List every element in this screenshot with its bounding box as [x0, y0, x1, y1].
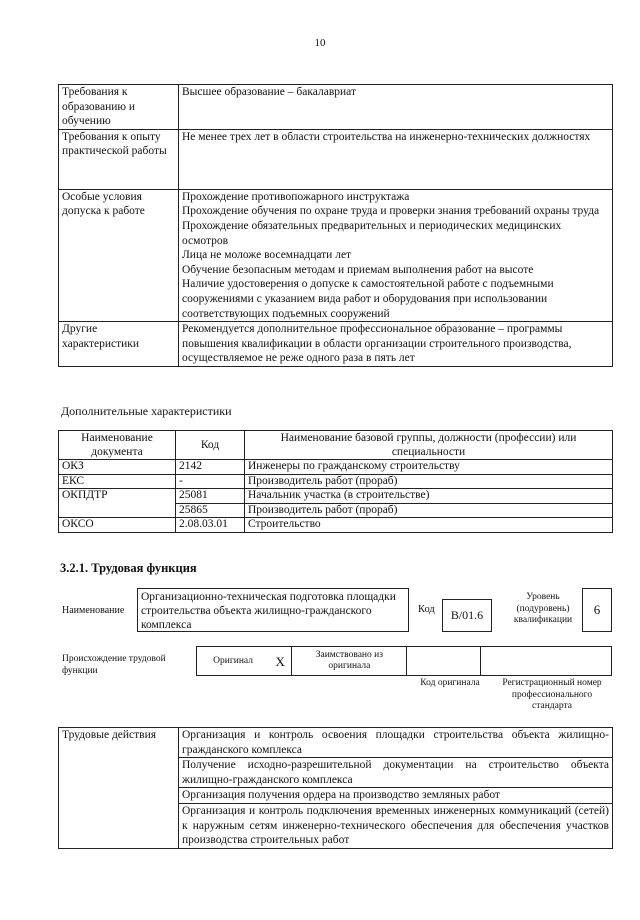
actions-label: Трудовые действия — [59, 728, 179, 849]
origin-row — [197, 647, 612, 676]
value-line: Лица не моложе восемнадцати лет — [182, 249, 352, 262]
table-row — [59, 518, 613, 533]
row-value — [179, 129, 613, 189]
name-cell: Производитель работ (прораб) — [245, 474, 613, 489]
doc-cell: ОКПДТР — [59, 489, 176, 518]
column-header: Наименование документа — [59, 431, 176, 460]
name-cell: Производитель работ (прораб) — [245, 503, 613, 518]
extra-characteristics-title: Дополнительные характеристики — [61, 404, 232, 418]
header-row — [59, 431, 613, 460]
value-line: Рекомендуется дополнительное профессиональное образование – программы повышения квалификации в области организации строительного производства, осуществляемое не реже одного раза в пять лет — [182, 323, 572, 365]
table-row — [59, 728, 613, 758]
code-cell: - — [176, 474, 245, 489]
origin-code-cell — [407, 647, 480, 676]
name-cell: Начальник участка (в строительстве) — [245, 489, 613, 504]
action-item: Организация и контроль освоения площадки строительства объекта жилищно-гражданского комплекса — [179, 728, 613, 758]
requirements-table — [58, 84, 613, 367]
reg-number-cell — [480, 647, 611, 676]
table-row — [59, 474, 613, 489]
table-row — [59, 189, 613, 321]
action-item: Организация получения ордера на производство земляных работ — [179, 788, 613, 804]
column-header: Код — [176, 431, 245, 460]
origin-label: Происхождение трудовой функции — [62, 654, 166, 676]
table-row — [59, 85, 613, 130]
value-line: Прохождение обучения по охране труда и проверки знания требований охраны труда — [182, 205, 600, 218]
action-item: Организация и контроль подключения временных инженерных коммуникаций (сетей) к наружным сетям инженерно-технического обеспечения для обеспечения участков производства строительных работ — [179, 803, 613, 848]
row-label: Требования к опыту практической работы — [59, 129, 179, 189]
name-label: Наименование — [62, 605, 125, 616]
row-value — [179, 189, 613, 321]
value-line: Обучение безопасным методам и приемам выполнения работ на высоте — [182, 263, 534, 276]
borrowed-label: Заимствовано из оригинала — [292, 647, 407, 676]
value-line: Высшее образование – бакалавриат — [182, 86, 356, 98]
reg-number-caption: Регистрационный номер профессионального стандарта — [502, 678, 602, 711]
qualification-level-box: 6 — [582, 588, 612, 632]
function-code-box: В/01.6 — [442, 599, 492, 632]
code-cell: 2142 — [176, 460, 245, 475]
table-row — [59, 129, 613, 189]
column-header: Наименование базовой группы, должности (профессии) или специальности — [245, 431, 613, 460]
original-mark: Х — [269, 647, 292, 676]
doc-cell: ОКСО — [59, 518, 176, 533]
origin-code-caption: Код оригинала — [420, 678, 480, 688]
labor-actions-table — [58, 727, 613, 849]
code-cell: 25081 — [176, 489, 245, 504]
doc-cell: ЕКС — [59, 474, 176, 489]
function-name-box: Организационно-техническая подготовка площадки строительства объекта жилищно-гражданского комплекса — [137, 588, 409, 632]
code-cell: 2.08.03.01 — [176, 518, 245, 533]
row-value — [179, 322, 613, 367]
origin-table — [196, 646, 612, 676]
extra-characteristics-table — [58, 430, 613, 533]
code-label: Код — [418, 604, 435, 615]
doc-cell: ОКЗ — [59, 460, 176, 475]
original-label: Оригинал — [197, 647, 270, 676]
level-label: Уровень (подуровень) квалификации — [513, 592, 573, 625]
name-cell: Инженеры по гражданскому строительству — [245, 460, 613, 475]
value-line: Прохождение обязательных предварительных и периодических медицинских осмотров — [182, 219, 562, 247]
row-value — [179, 85, 613, 130]
value-line: Наличие удостоверения о допуске к самостоятельной работе с подъемными сооружениями с указанием вида работ и оборудования при использовании соответствующих подъемных сооружений — [182, 278, 554, 320]
value-line: Прохождение противопожарного инструктажа — [182, 190, 410, 203]
row-label: Другие характеристики — [59, 322, 179, 367]
value-line: Не менее трех лет в области строительства на инженерно-технических должностях — [182, 130, 591, 143]
code-cell: 25865 — [176, 503, 245, 518]
table-row — [59, 460, 613, 475]
row-label: Особые условия допуска к работе — [59, 189, 179, 321]
table-row — [59, 322, 613, 367]
table-row — [59, 489, 613, 504]
page-number: 10 — [314, 37, 326, 49]
row-label: Требования к образованию и обучению — [59, 85, 179, 130]
name-cell: Строительство — [245, 518, 613, 533]
action-item: Получение исходно-разрешительной документации на строительство объекта жилищно-гражданского комплекса — [179, 758, 613, 788]
section-title: 3.2.1. Трудовая функция — [60, 561, 197, 575]
